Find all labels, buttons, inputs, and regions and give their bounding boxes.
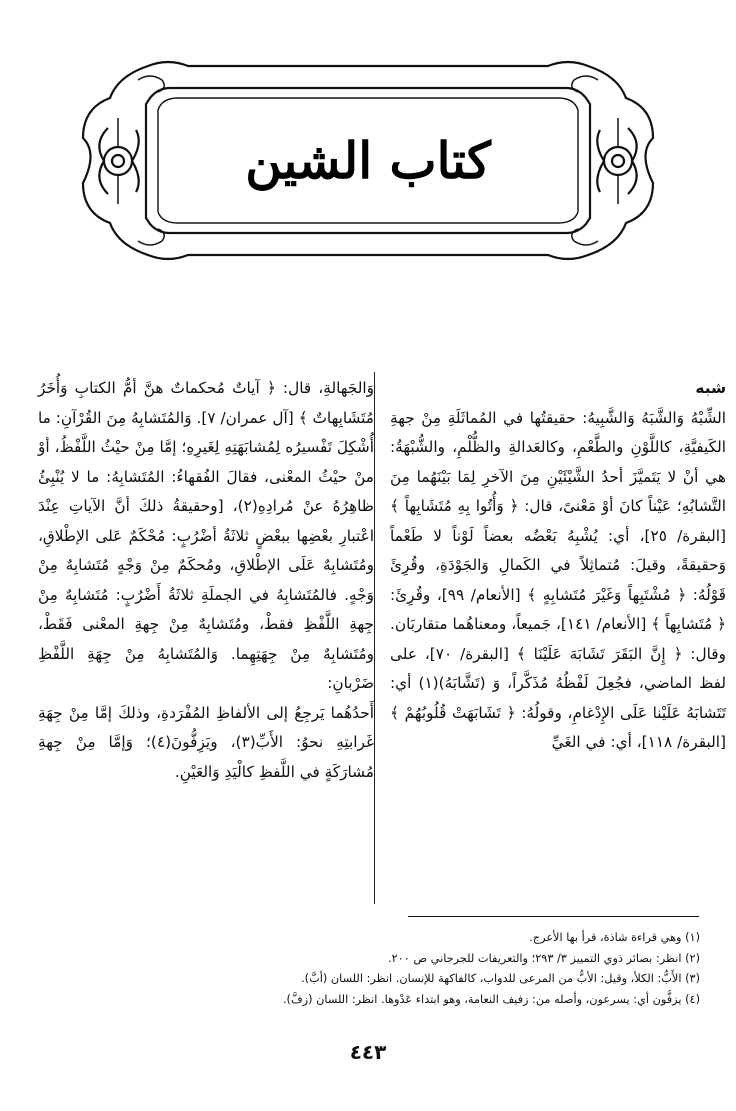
- footnote-separator: [408, 916, 699, 917]
- left-column-paragraph-2: أَحدُهُما يَرجِعُ إلى الألفاظِ المُفْرَدةِ، وذلكَ إمَّا مِنْ جِهَةِ غَرابتِهِ نحوُ: الأَبِّ(٣)، ويَزِفُّونَ(٤)؛ وَإمَّا مِنْ جِهةِ مُشارَكَةٍ في اللَّفظِ كالْيَدِ وَالعَيْنِ.: [38, 703, 374, 781]
- footnote-item: (٤) يزفُّون أي: يسرعون، وأصله من: زفيف النعامة، وهو ابتداء عَدْوها. انظر: اللسان (زفَّ).: [282, 992, 700, 1006]
- page-number: ٤٤٣: [349, 1040, 387, 1064]
- right-column-text: الشِّبْهُ وَالشَّبَهُ وَالشَّبِيهُ: حقيقتُها في المُماثَلَةِ مِنْ جهةِ الكَيفيَّةِ، كاللَّوْنِ والطَّعْمِ، وكالعَدالةِ والظُّلْمِ، والشُّبْهَةُ: هي أنْ لا يَتَميَّزَ أحدُ الشَّيْئَيْنِ مِنَ الآخرِ لِمَا بَيْنَهُما مِنَ التَّشابُهِ؛ عَيْناً كانَ أوْ مَعْنىً، قال: ﴿ وَأُتُوا بِهِ مُتَشَابِهاً ﴾ [البقرة/ ٢٥]، أي: يُشْبِهُ بَعْضُه بعضاً لَوْناً لا طَعْماً وَحقيقةً، وقيلَ: مُتماثِلاً في الكَمالِ وَالجَوْدَةِ، وقُرِئَ قَوْلُهُ: ﴿ مُشْتَبِهاً وَغَيْرَ مُتَشابِهٍ ﴾ [الأنعام/ ٩٩]، وقُرِئَ: ﴿ مُتَشابِهاً ﴾ [الأنعام/ ١٤١]، جَميعاً، ومعناهُما متقاربَان. وقال: ﴿ إِنَّ البَقَرَ تَشَابَهَ عَلَيْنَا ﴾ [البقرة/ ٧٠]، على لفظ الماضي، فجُعِلَ لَفْظُهُ مُذَكَّراً، وَ (تَشَّابَهُ)(١) أي: تَتَشابَهُ عَلَيْنا عَلَى الإِدْغامِ، وقولُهُ: ﴿ تَشَابَهَتْ قُلُوبُهُمْ ﴾ [البقرة/ ١١٨]، أي: في الغَيِّ: [390, 408, 726, 751]
- chapter-title: كتاب الشين: [245, 130, 491, 190]
- footnote-item: (١) وهي قراءة شاذة، قرأ بها الأعرج.: [529, 931, 700, 944]
- footnote-item: (٣) الأَبُّ: الكلأ، وقيل: الأبُّ من المرعى للدواب، كالفاكهة للإنسان. انظر: اللسان (أبَّ).: [301, 972, 700, 985]
- footnote-item: (٢) انظر: بصائر ذوي التمييز ٣/ ٢٩٣؛ والتعريفات للجرجاني ص ٢٠٠.: [388, 951, 700, 965]
- column-divider: [374, 372, 375, 904]
- left-text-column: [38, 374, 374, 787]
- entry-root-word: شبه: [695, 379, 726, 397]
- right-text-column: [390, 374, 726, 758]
- footnotes: [40, 928, 700, 1010]
- left-column-paragraph-1: وَالجَهالةِ، قال: ﴿ آياتٌ مُحكماتٌ هنَّ أمُّ الكتابِ وَأُخَرُ مُتَشَابِهاتٌ ﴾ [آل عمران/ ٧]. وَالمُتَشابِهُ مِنَ القُرْآنِ: ما أُشْكِلَ تَفْسيرُه لِمُشابَهَتِهِ لِغَيرِهِ؛ إمَّا مِنْ حيْثُ اللَّفْظُ، أوْ منْ حيْثُ المعْنى، فقالَ الفُقهاءُ: المُتَشابِهُ: ما لا يُنْبِئُ ظاهِرُهُ عنْ مُرادِهِ(٢)، [وحقيقةُ ذلكَ أنَّ الآياتِ عِنْدَ اعْتبارِ بعْضِها ببعْضٍ ثلاثَةُ أضْرُبٍ: مُحْكَمٌ عَلى الإطْلاقِ، ومُتَشابِهٌ عَلَى الإطْلاقِ، ومُحكَمٌ مِنْ وَجْهٍ مُتَشابِهٌ مِنْ وَجْهٍ. فالمُتَشابِهُ في الجملَةِ ثلاثَةُ أَضْرُبٍ: مُتَشابِهٌ مِنْ جِهةِ اللَّفْظِ فقطْ، ومُتَشابِهٌ مِنْ جِهةِ المعْنى فَقَطْ، ومُتَشابِهٌ مِنْ جِهَتِهِما. وَالمُتَشابِهُ مِنْ جِهَةِ اللَّفْظِ ضَرْبانِ:: [38, 379, 374, 692]
